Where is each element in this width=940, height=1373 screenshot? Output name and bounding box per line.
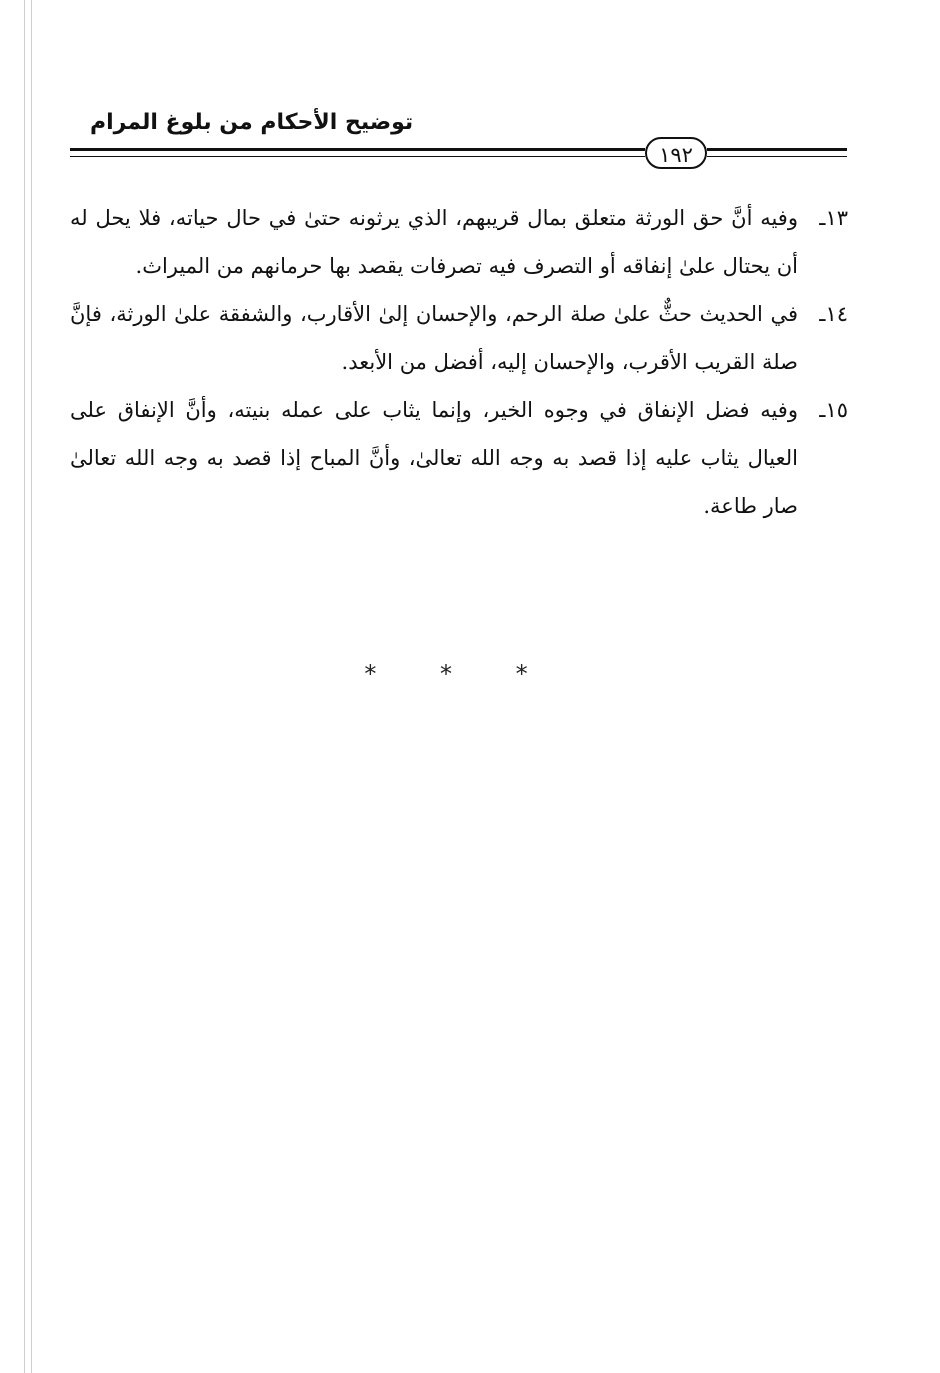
header-rule-right-thin bbox=[707, 156, 847, 157]
item-number: ١٥ـ bbox=[819, 398, 848, 422]
list-item bbox=[70, 290, 848, 386]
running-header-title: توضيح الأحكام من بلوغ المرام bbox=[90, 110, 414, 135]
main-text bbox=[70, 194, 848, 530]
item-text: في الحديث حثٌّ علىٰ صلة الرحم، والإحسان إلىٰ الأقارب، والشفقة علىٰ الورثة، فإنَّ صلة القريب الأقرب، والإحسان إليه، أفضل من الأبعد. bbox=[70, 302, 798, 374]
list-item bbox=[70, 386, 848, 530]
item-number: ١٣ـ bbox=[819, 206, 848, 230]
page-number: ١٩٢ bbox=[645, 137, 707, 169]
list-item bbox=[70, 194, 848, 290]
header-rule-right-thick bbox=[707, 148, 847, 151]
section-separator: * * * bbox=[364, 660, 556, 688]
header-rule-left-thick bbox=[70, 148, 645, 151]
item-text: وفيه فضل الإنفاق في وجوه الخير، وإنما يثاب على عمله بنيته، وأنَّ الإنفاق على العيال يثاب عليه إذا قصد به وجه الله تعالىٰ، وأنَّ المباح إذا قصد به وجه الله تعالىٰ صار طاعة. bbox=[70, 398, 798, 518]
header-rule-left-thin bbox=[70, 156, 645, 157]
item-number: ١٤ـ bbox=[819, 302, 848, 326]
item-text: وفيه أنَّ حق الورثة متعلق بمال قريبهم، الذي يرثونه حتىٰ في حال حياته، فلا يحل له أن يحتال علىٰ إنفاقه أو التصرف فيه تصرفات يقصد بها حرمانهم من الميراث. bbox=[70, 206, 798, 278]
